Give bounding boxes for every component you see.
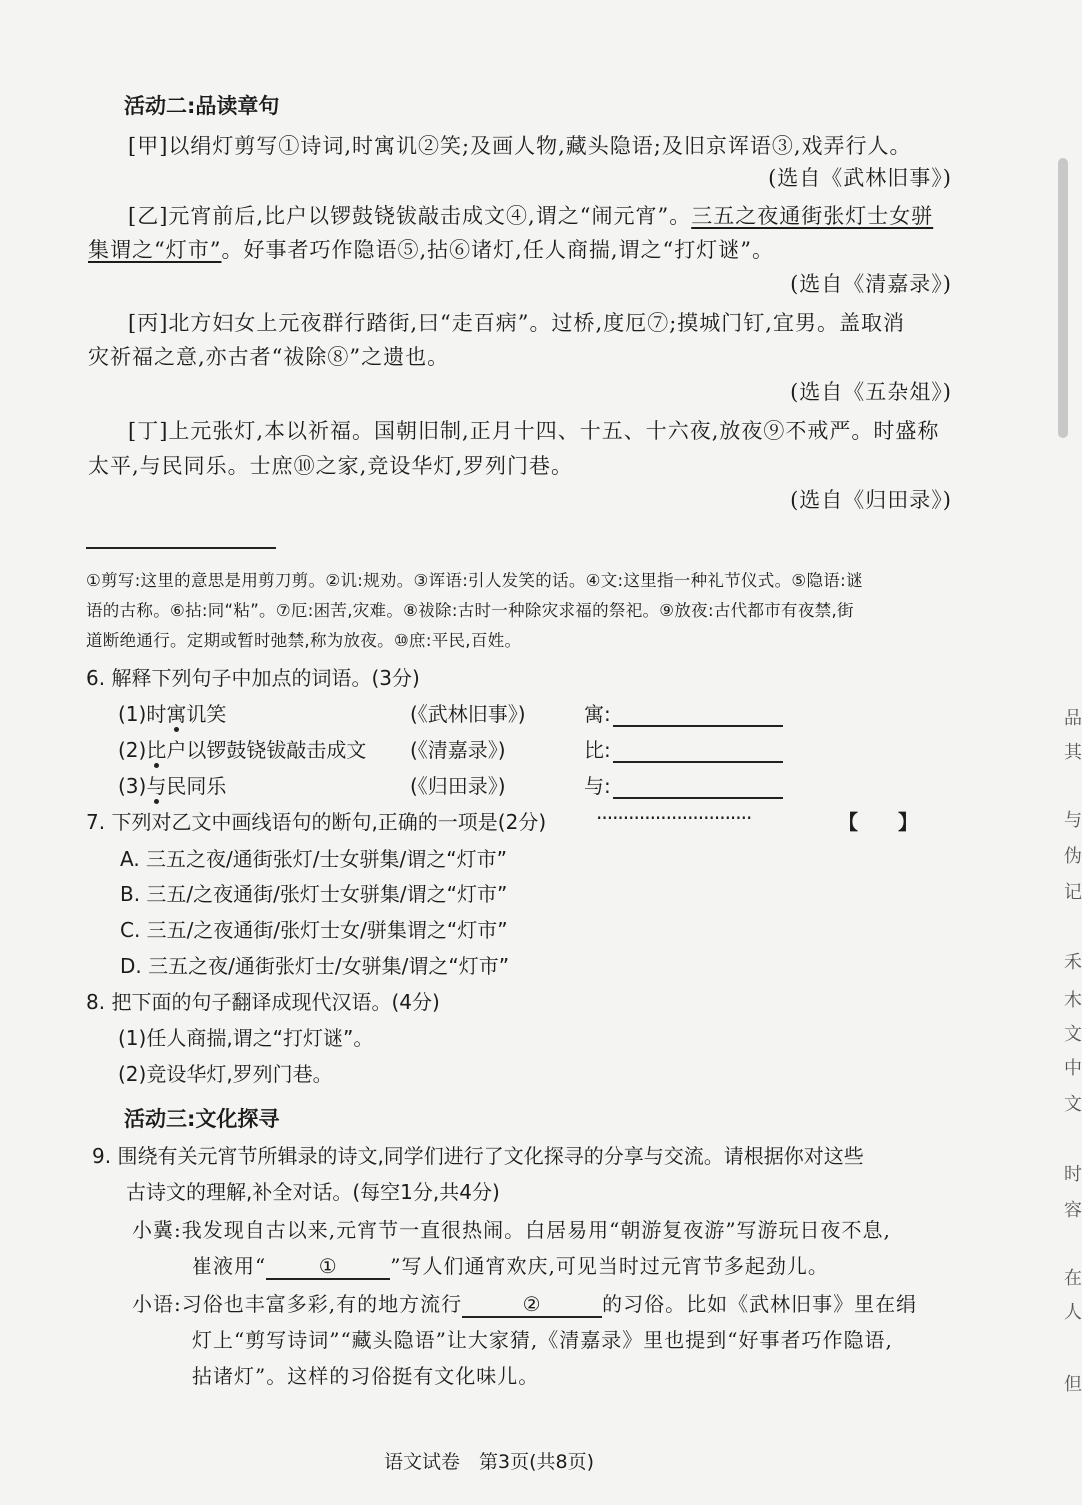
question-6-item-1-answer[interactable]	[584, 698, 783, 727]
activity2-title: 活动二:品读章句	[124, 94, 280, 118]
dotted-word: 寓	[166, 702, 187, 726]
blank-2[interactable]: ②	[462, 1292, 602, 1318]
question-6-item-2-book: (《清嘉录》)	[410, 738, 506, 762]
question-9-stem-line1: 9. 围绕有关元宵节所辑录的诗文,同学们进行了文化探寻的分享与交流。请根据你对这些	[92, 1144, 864, 1168]
item-text: 户以锣鼓铙钹敲击成文	[166, 738, 367, 762]
question-7-answer-bracket[interactable]: 【 】	[838, 810, 918, 834]
edge-char: 木	[1064, 990, 1082, 1011]
passage-jia-source: (选自《武林旧事》)	[768, 166, 952, 190]
question-6-item-2	[118, 734, 366, 763]
dotted-word: 与	[146, 774, 167, 798]
question-7-stem: 7. 下列对乙文中画线语句的断句,正确的一项是(2分)	[86, 810, 547, 834]
passage-yi-underlined-2: 集谓之“灯市”	[88, 238, 222, 262]
question-6-item-3	[118, 770, 226, 799]
footnote-line1: ①剪写:这里的意思是用剪刀剪。②讥:规劝。③诨语:引人发笑的话。④文:这里指一种礼节仪式。⑤隐语:谜	[86, 571, 863, 590]
question-6-item-3-answer[interactable]	[584, 770, 783, 799]
edge-char: 与	[1064, 810, 1082, 831]
passage-bing-line2: 灾祈福之意,亦古者“祓除⑧”之遗也。	[88, 345, 450, 369]
blank-1[interactable]: ①	[266, 1254, 390, 1280]
edge-char: 品	[1064, 708, 1082, 729]
question-9-stem-line2: 古诗文的理解,补全对话。(每空1分,共4分)	[126, 1180, 500, 1204]
edge-char: 在	[1064, 1268, 1082, 1289]
question-8-item-1: (1)任人商揣,谓之“打灯谜”。	[118, 1026, 374, 1050]
item-number: (3)	[118, 774, 147, 798]
passage-yi-line2	[88, 234, 774, 264]
passage-ding-line1: [丁]上元张灯,本以祈福。国朝旧制,正月十四、十五、十六夜,放夜⑨不戒严。时盛称	[128, 419, 940, 443]
answer-label: 寓:	[584, 702, 611, 726]
dialogue-text: 崔液用“	[192, 1254, 267, 1278]
dialogue-text: ”写人们通宵欢庆,可见当时过元宵节多起劲儿。	[390, 1254, 829, 1278]
edge-char: 伪	[1064, 846, 1082, 867]
item-number: (1)时	[118, 702, 167, 726]
footnote-line2: 语的古称。⑥拈:同“粘”。⑦厄:困苦,灾难。⑧祓除:古时一种除灾求福的祭祀。⑨放夜:古代都市有夜禁,街	[86, 601, 854, 620]
dialogue-xiaoyu-line1	[132, 1288, 917, 1318]
passage-yi-source: (选自《清嘉录》)	[790, 272, 952, 296]
edge-char: 容	[1064, 1200, 1082, 1221]
passage-yi-line1	[128, 200, 933, 230]
question-7-option-d[interactable]: D. 三五之夜/通街张灯士/女骈集/谓之“灯市”	[120, 954, 510, 978]
edge-char: 文	[1064, 1024, 1082, 1045]
passage-yi-line2-plain: 。好事者巧作隐语⑤,拈⑥诸灯,任人商揣,谓之“打灯谜”。	[221, 238, 774, 262]
dialogue-xiaoji-line2	[192, 1250, 829, 1280]
item-number: (2)	[118, 738, 147, 762]
footnote-line3: 道断绝通行。定期或暂时弛禁,称为放夜。⑩庶:平民,百姓。	[86, 631, 522, 650]
question-8-stem: 8. 把下面的句子翻译成现代汉语。(4分)	[86, 990, 440, 1014]
passage-ding-source: (选自《归田录》)	[790, 488, 952, 512]
dialogue-text: 的习俗。比如《武林旧事》里在绢	[602, 1292, 918, 1316]
question-6-item-1	[118, 698, 226, 727]
edge-char: 人	[1064, 1302, 1082, 1323]
question-6-item-1-book: (《武林旧事》)	[410, 702, 526, 726]
edge-char: 其	[1064, 742, 1082, 763]
footnote-divider	[86, 547, 276, 549]
question-8-item-2: (2)竞设华灯,罗列门巷。	[118, 1062, 333, 1086]
question-6-item-3-book: (《归田录》)	[410, 774, 506, 798]
passage-yi-line1-plain: [乙]元宵前后,比户以锣鼓铙钹敲击成文④,谓之“闹元宵”。	[128, 204, 692, 228]
dotted-word: 比	[146, 738, 167, 762]
dialogue-xiaoyu-line2: 灯上“剪写诗词”“藏头隐语”让大家猜,《清嘉录》里也提到“好事者巧作隐语,	[192, 1328, 893, 1352]
question-7-option-a[interactable]: A. 三五之夜/通街张灯/士女骈集/谓之“灯市”	[120, 847, 507, 871]
question-7-leader: ·····························	[596, 806, 752, 830]
edge-char: 时	[1064, 1164, 1082, 1185]
edge-char: 文	[1064, 1094, 1082, 1115]
answer-blank[interactable]	[613, 739, 783, 763]
activity3-title: 活动三:文化探寻	[124, 1107, 280, 1131]
question-6-item-2-answer[interactable]	[584, 734, 783, 763]
item-text: 民同乐	[166, 774, 227, 798]
item-text: 讥笑	[186, 702, 227, 726]
answer-label: 比:	[584, 738, 611, 762]
question-7-option-b[interactable]: B. 三五/之夜通街/张灯士女骈集/谓之“灯市”	[120, 882, 508, 906]
question-6-stem: 6. 解释下列句子中加点的词语。(3分)	[86, 666, 420, 690]
answer-blank[interactable]	[613, 775, 783, 799]
edge-char: 禾	[1064, 952, 1082, 973]
page-footer: 语文试卷 第3页(共8页)	[384, 1451, 595, 1473]
answer-blank[interactable]	[613, 703, 783, 727]
passage-bing-source: (选自《五杂俎》)	[790, 380, 952, 404]
passage-jia-line1: [甲]以绢灯剪写①诗词,时寓讥②笑;及画人物,藏头隐语;及旧京诨语③,戏弄行人。	[128, 134, 912, 158]
scrollbar-thumb[interactable]	[1058, 158, 1068, 438]
dialogue-xiaoji-line1: 小冀:我发现自古以来,元宵节一直很热闹。白居易用“朝游复夜游”写游玩日夜不息,	[132, 1218, 891, 1242]
dialogue-xiaoyu-line3: 拈诸灯”。这样的习俗挺有文化味儿。	[192, 1364, 540, 1388]
edge-char: 但	[1064, 1374, 1082, 1395]
edge-char: 中	[1064, 1058, 1082, 1079]
answer-label: 与:	[584, 774, 611, 798]
dialogue-text: 小语:习俗也丰富多彩,有的地方流行	[132, 1292, 463, 1316]
question-7-option-c[interactable]: C. 三五/之夜通街/张灯士女/骈集谓之“灯市”	[120, 918, 508, 942]
passage-ding-line2: 太平,与民同乐。士庶⑩之家,竞设华灯,罗列门巷。	[88, 454, 574, 478]
passage-yi-underlined-1: 三五之夜通街张灯士女骈	[691, 204, 934, 228]
passage-bing-line1: [丙]北方妇女上元夜群行踏街,曰“走百病”。过桥,度厄⑦;摸城门钉,宜男。盖取消	[128, 311, 905, 335]
edge-char: 记	[1064, 882, 1082, 903]
